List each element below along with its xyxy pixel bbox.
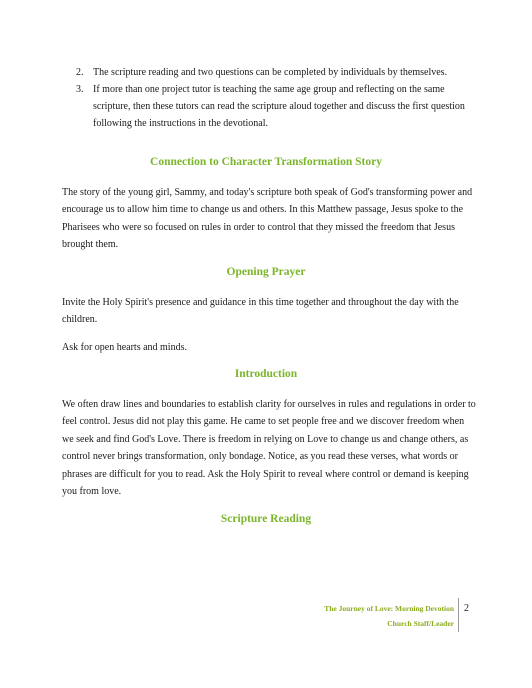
opening-prayer-heading: Opening Prayer bbox=[226, 266, 306, 278]
list-item-text: The scripture reading and two questions can be completed by individuals by themselves. bbox=[93, 67, 448, 78]
connection-paragraph: The story of the young girl, Sammy, and today's scripture both speak of God's transforming power and encourage us to allow him time to change us and others. In this Matthew passage, Jesus spoke to the Pharisees who were so focused on rules in order to control that they missed the freedom that Jesus brought them. bbox=[62, 187, 473, 251]
list-item-text: If more than one project tutor is teaching the same age group and reflecting on the same scripture, then these tutors can read the scripture aloud together and discuss the first question following the instructions in the devotional. bbox=[93, 84, 465, 129]
scripture-reading-heading: Scripture Reading bbox=[220, 513, 312, 525]
introduction-paragraph: We often draw lines and boundaries to establish clarity for ourselves in rules and regulations in order to feel control. Jesus did not play this game. He came to set people free and we discover freedom when we seek and find God's Love. There is freedom in relying on Love to change us and change others, as control never brings transformation, only bondage. Notice, as you read these verses, what words or phrases are difficult for you to read. Ask the Holy Spirit to reveal where control or demand is keeping you from love. bbox=[62, 399, 476, 498]
list-item-number: 3. bbox=[76, 84, 84, 95]
connection-heading: Connection to Character Transformation Story bbox=[150, 156, 382, 168]
page-number: 2 bbox=[464, 603, 469, 614]
opening-prayer-ask: Ask for open hearts and minds. bbox=[62, 342, 187, 353]
footer-title: The Journey of Love: Morning Devotion bbox=[324, 604, 454, 613]
footer-subtitle: Church Staff/Leader bbox=[387, 619, 454, 628]
numbered-list bbox=[76, 64, 476, 132]
introduction-heading: Introduction bbox=[234, 368, 298, 380]
opening-prayer-paragraph: Invite the Holy Spirit's presence and guidance in this time together and throughout the day with the children. bbox=[62, 297, 459, 326]
list-item-number: 2. bbox=[76, 67, 84, 78]
list-item bbox=[76, 81, 476, 132]
footer-divider bbox=[458, 598, 459, 632]
list-item bbox=[76, 64, 476, 81]
